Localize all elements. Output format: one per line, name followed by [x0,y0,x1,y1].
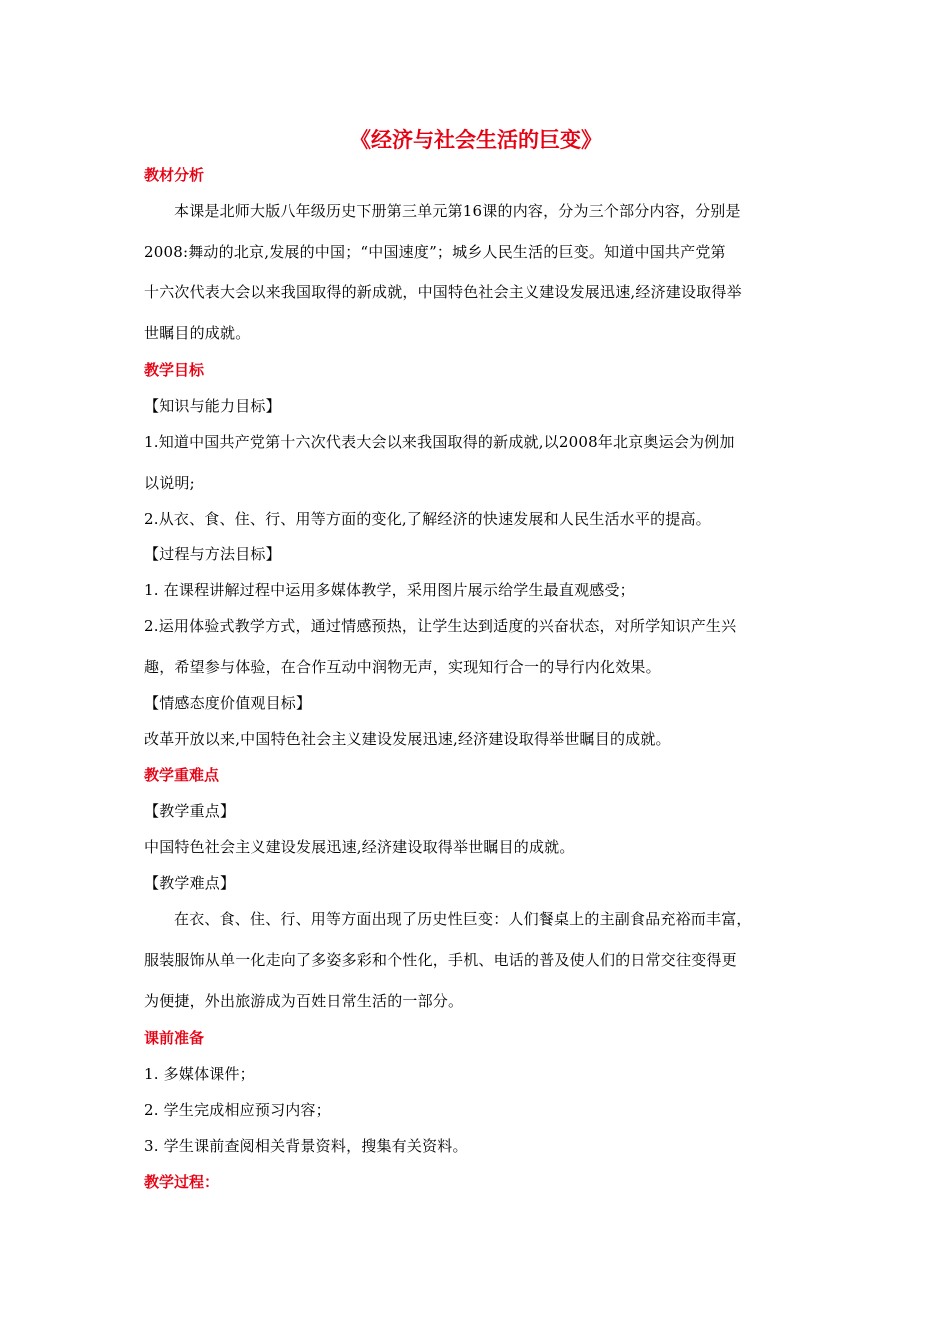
paragraph-line: 本课是北师大版八年级历史下册第三单元第16课的内容，分为三个部分内容，分别是 [174,202,741,220]
subsection-label-process: 【过程与方法目标】 [144,545,281,563]
paragraph-line: 2.运用体验式教学方式，通过情感预热，让学生达到适度的兴奋状态，对所学知识产生兴 [144,617,737,635]
paragraph-line: 服装服饰从单一化走向了多姿多彩和个性化，手机、电话的普及使人们的日常交往变得更 [144,951,737,969]
paragraph-line: 2008:舞动的北京,发展的中国；“中国速度”；城乡人民生活的巨变。知道中国共产党第 [144,243,726,261]
section-heading-objectives: 教学目标 [144,361,205,379]
paragraph-line: 改革开放以来,中国特色社会主义建设发展迅速,经济建设取得举世瞩目的成就。 [144,730,671,748]
section-heading-analysis: 教材分析 [144,166,205,184]
paragraph-line: 以说明; [144,474,195,492]
list-item: 2. 学生完成相应预习内容； [144,1101,331,1119]
paragraph-line: 十六次代表大会以来我国取得的新成就，中国特色社会主义建设发展迅速,经济建设取得举 [144,283,742,301]
subsection-label-knowledge: 【知识与能力目标】 [144,397,281,415]
paragraph-line: 为便捷，外出旅游成为百姓日常生活的一部分。 [144,992,464,1010]
paragraph-line: 1. 在课程讲解过程中运用多媒体教学，采用图片展示给学生最直观感受； [144,581,635,599]
paragraph-line: 2.从衣、食、住、行、用等方面的变化,了解经济的快速发展和人民生活水平的提高。 [144,510,711,528]
paragraph-line: 趣，希望参与体验，在合作互动中润物无声，实现知行合一的导行内化效果。 [144,658,661,676]
list-item: 1. 多媒体课件； [144,1065,255,1083]
section-heading-process: 教学过程： [144,1173,220,1191]
paragraph-line: 在衣、食、住、行、用等方面出现了历史性巨变：人们餐桌上的主副食品充裕而丰富， [174,910,752,928]
paragraph-line: 世瞩目的成就。 [144,324,251,342]
paragraph-line: 中国特色社会主义建设发展迅速,经济建设取得举世瞩目的成就。 [144,838,575,856]
subsection-label-difficult: 【教学难点】 [144,874,236,892]
section-heading-preparation: 课前准备 [144,1029,205,1047]
subsection-label-key: 【教学重点】 [144,802,236,820]
section-heading-key-points: 教学重难点 [144,766,220,784]
subsection-label-emotion: 【情感态度价值观目标】 [144,694,312,712]
paragraph-line: 1.知道中国共产党第十六次代表大会以来我国取得的新成就,以2008年北京奥运会为例加 [144,433,735,451]
list-item: 3. 学生课前查阅相关背景资料，搜集有关资料。 [144,1137,468,1155]
document-title: 《经济与社会生活的巨变》 [350,128,602,152]
